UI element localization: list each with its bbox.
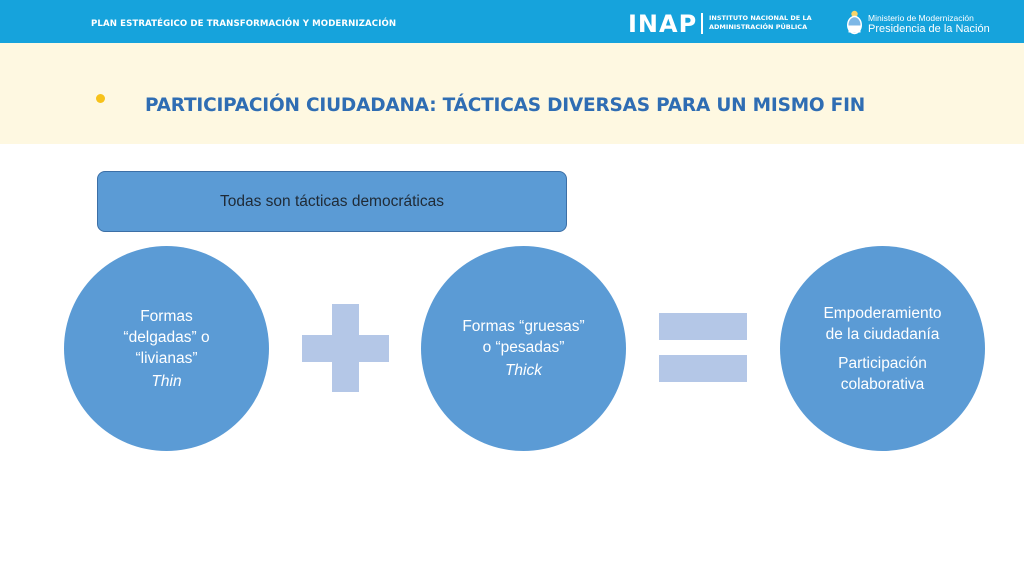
thin-forms-circle <box>64 246 269 451</box>
inap-subtitle-line2: ADMINISTRACIÓN PÚBLICA <box>709 23 808 31</box>
ministry-line1: Ministerio de Modernización <box>868 13 974 23</box>
inap-subtitle-line1: INSTITUTO NACIONAL DE LA <box>709 14 812 22</box>
thin-forms-label: Formas “delgadas” o “livianas” <box>123 307 210 367</box>
thick-forms-label: Formas “gruesas” o “pesadas” <box>462 318 585 356</box>
thick-label: Thick <box>504 362 543 379</box>
ministry-line2: Presidencia de la Nación <box>868 23 990 35</box>
equals-icon-bar <box>659 355 747 382</box>
collaborative-participation-label: Participación colaborativa <box>838 354 927 393</box>
plan-title: PLAN ESTRATÉGICO DE TRANSFORMACIÓN Y MODERNIZACIÓN <box>91 19 397 29</box>
ministry-label <box>868 13 990 36</box>
header-bar <box>0 0 1024 43</box>
plus-icon-bar <box>302 335 389 362</box>
thin-label: Thin <box>151 372 182 390</box>
inap-divider <box>701 13 703 34</box>
slide-title: PARTICIPACIÓN CIUDADANA: TÁCTICAS DIVERSAS PARA UN MISMO FIN <box>145 95 866 116</box>
empowerment-label: Empoderamiento de la ciudadanía <box>823 304 942 343</box>
empowerment-circle <box>780 246 985 451</box>
inap-logo: INAP <box>628 10 698 38</box>
title-band <box>0 43 1024 144</box>
thick-forms-circle <box>421 246 626 451</box>
banner-label: Todas son tácticas democráticas <box>220 192 444 210</box>
inap-subtitle <box>709 14 812 32</box>
equals-icon <box>659 313 747 340</box>
title-bullet <box>96 94 105 103</box>
democratic-tactics-banner <box>97 171 567 232</box>
argentina-coat-of-arms-icon <box>846 9 863 35</box>
